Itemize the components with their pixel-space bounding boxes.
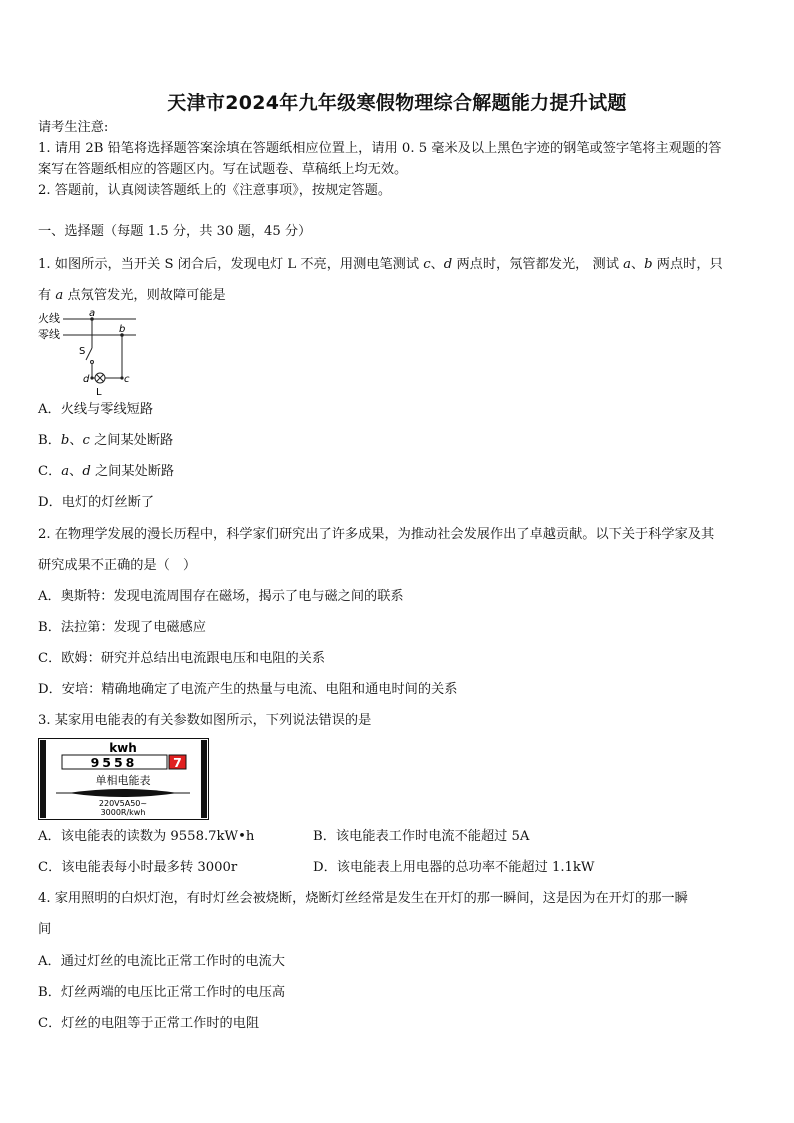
- notice-item-1-line-2: 案写在答题纸相应的答题区内。写在试题卷、草稿纸上均无效。: [38, 162, 408, 177]
- q4-option-c: C．灯丝的电阻等于正常工作时的电阻: [38, 1016, 260, 1031]
- switch-contact: [91, 361, 94, 364]
- notice-heading: 请考生注意:: [38, 120, 109, 135]
- q3-option-a: A．该电能表的读数为 9558.7kW•h: [38, 829, 255, 844]
- switch-label: S: [79, 346, 86, 357]
- q2-option-c: C．欧姆：研究并总结出电流跟电压和电阻的关系: [38, 651, 326, 666]
- node-c-label: c: [124, 374, 130, 385]
- meter-decimal-digit: 7: [173, 755, 182, 770]
- meter-digits: 9558: [90, 755, 138, 770]
- q3-option-b: B．该电能表工作时电流不能超过 5A: [313, 829, 530, 844]
- q2-stem-line-2: 研究成果不正确的是（ ）: [38, 558, 197, 573]
- q3-option-c: C．该电能表每小时最多转 3000r: [38, 860, 238, 875]
- node-d: [90, 376, 93, 379]
- page-title: 天津市2024年九年级寒假物理综合解题能力提升试题: [167, 92, 627, 114]
- meter-name: 单相电能表: [95, 774, 151, 787]
- q3-stem: 3. 某家用电能表的有关参数如图所示，下列说法错误的是: [38, 713, 372, 728]
- q1-stem-line-1: 1. 如图所示，当开关 S 闭合后，发现电灯 L 不亮，用测电笔测试 c、d 两点时，氖管都发光， 测试 a、b 两点时，只: [38, 257, 723, 272]
- switch-blade: [86, 348, 92, 360]
- meter-unit: kwh: [109, 741, 137, 755]
- q1-option-c: C．a、d 之间某处断路: [38, 464, 175, 479]
- node-d-label: d: [83, 374, 90, 385]
- q1-circuit-diagram: [36, 308, 146, 400]
- notice-item-1-line-1: 1. 请用 2B 铅笔将选择题答案涂填在答题纸相应位置上，请用 0. 5 毫米及以上黑色字迹的钢笔或签字笔将主观题的答: [38, 141, 722, 156]
- meter-right-bar: [201, 740, 207, 818]
- live-wire-label: 火线: [38, 312, 60, 325]
- neutral-wire-label: 零线: [38, 328, 60, 341]
- electric-meter-figure: [38, 738, 210, 820]
- q4-stem-line-1: 4. 家用照明的白炽灯泡，有时灯丝会被烧断，烧断灯丝经常是发生在开灯的那一瞬间，这是因为在开灯的那一瞬: [38, 891, 688, 906]
- q4-stem-line-2: 间: [38, 922, 52, 937]
- q2-stem-line-1: 2. 在物理学发展的漫长历程中，科学家们研究出了许多成果，为推动社会发展作出了卓越贡献。以下关于科学家及其: [38, 527, 715, 542]
- meter-spec-1: 220V5A50~: [98, 799, 148, 808]
- q2-option-b: B．法拉第：发现了电磁感应: [38, 620, 206, 635]
- q1-option-d: D．电灯的灯丝断了: [38, 495, 155, 510]
- q2-option-a: A．奥斯特：发现电流周围存在磁场，揭示了电与磁之间的联系: [38, 589, 404, 604]
- meter-spec-2: 3000R/kwh: [100, 808, 146, 817]
- q1-option-b: B．b、c 之间某处断路: [38, 433, 174, 448]
- notice-item-2: 2. 答题前，认真阅读答题纸上的《注意事项》，按规定答题。: [38, 183, 392, 198]
- meter-left-bar: [40, 740, 46, 818]
- q4-option-a: A．通过灯丝的电流比正常工作时的电流大: [38, 954, 285, 969]
- node-a-label: a: [89, 308, 96, 319]
- section-heading: 一、选择题（每题 1.5 分，共 30 题，45 分）: [38, 224, 312, 239]
- node-b-label: b: [119, 324, 126, 335]
- q1-stem-line-2: 有 a 点氖管发光，则故障可能是: [38, 288, 226, 303]
- q1-option-a: A．火线与零线短路: [38, 402, 154, 417]
- lamp-label: L: [96, 387, 102, 398]
- q2-option-d: D．安培：精确地确定了电流产生的热量与电流、电阻和通电时间的关系: [38, 682, 458, 697]
- q3-option-d: D．该电能表上用电器的总功率不能超过 1.1kW: [313, 860, 595, 875]
- q4-option-b: B．灯丝两端的电压比正常工作时的电压高: [38, 985, 286, 1000]
